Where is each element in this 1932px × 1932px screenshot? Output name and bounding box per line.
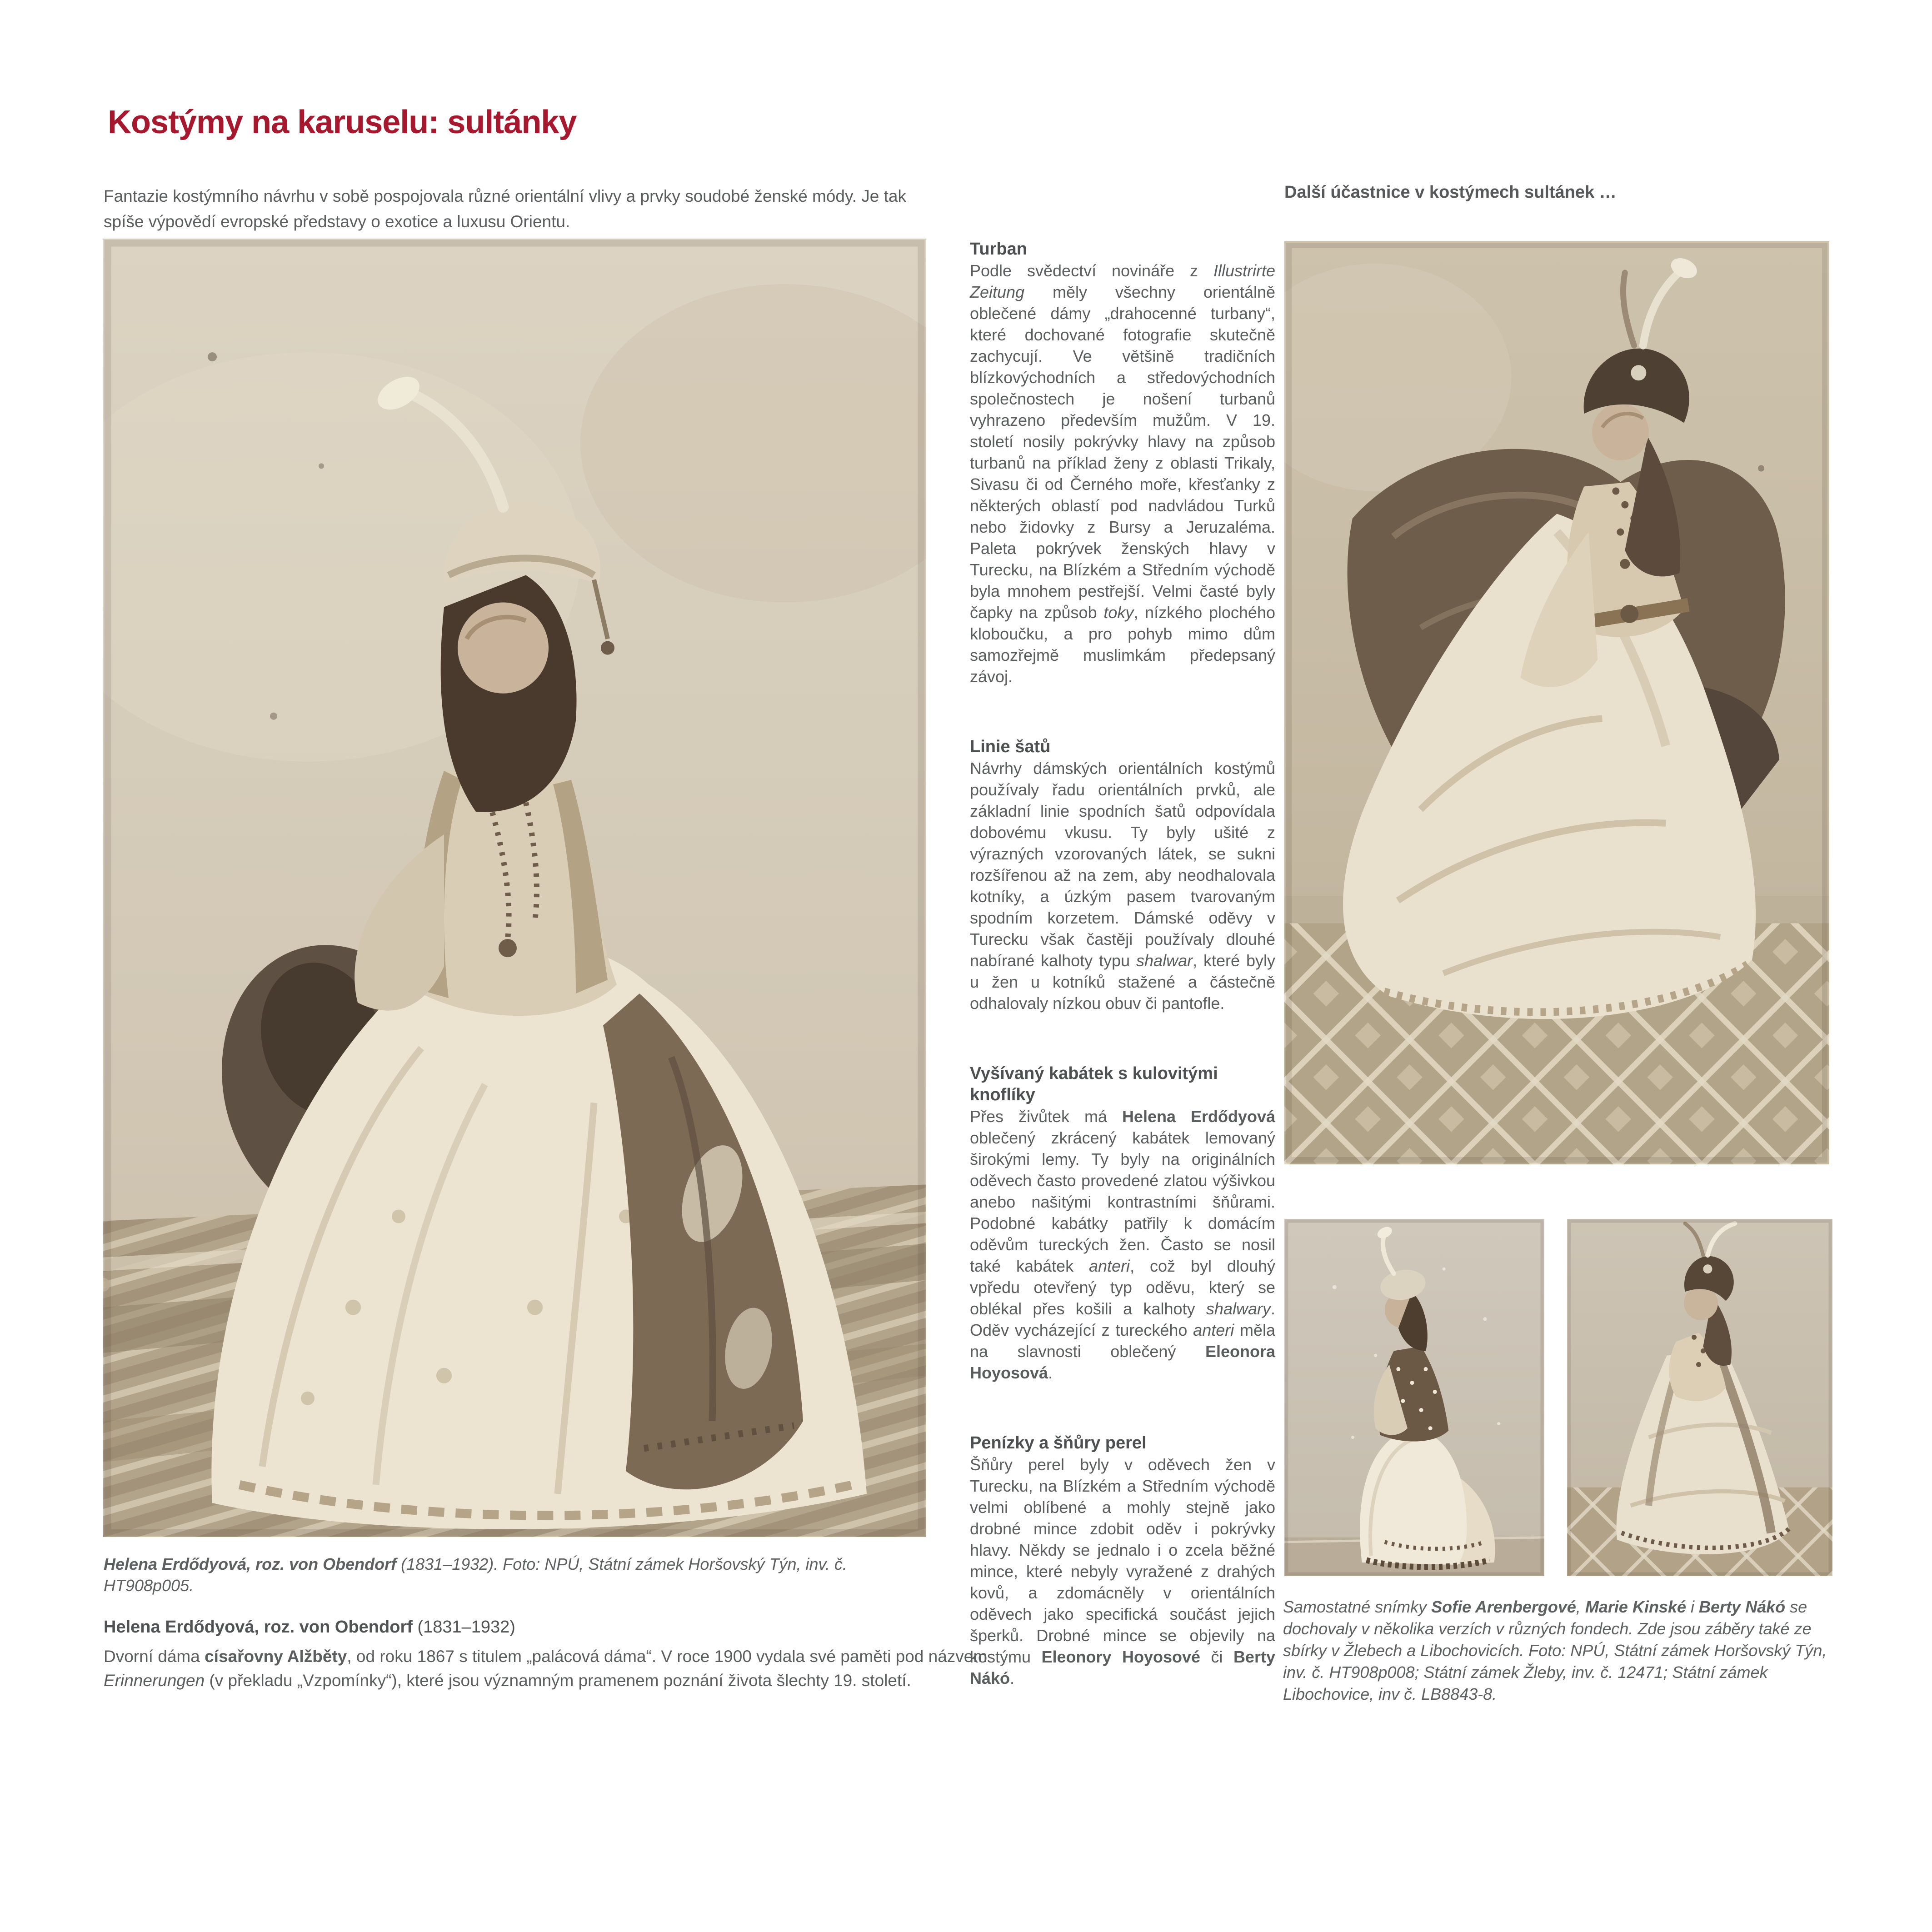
section-paragraph: Návrhy dámských orientálních kostýmů používaly řadu orientálních prvků, ale základní linie spodních šatů odpovídala dobovému vkusu. Ty byly ušité z výrazných vzorovaných látek, se sukni rozšířenou až na zem, aby neodhalovala kotníky, a úzkým pasem tvarovaným spodním korzetem. Dámské oděvy v Turecku však častěji používaly dlouhé nabírané kalhoty typu shalwar, které byly u žen u kotníků stažené a částečně odhalovaly nízkou obuv či pantofle. (970, 759, 1276, 1013)
photo-sultana-on-divan (1284, 241, 1829, 1164)
bio-text: Dvorní dáma císařovny Alžběty, od roku 1867 s titulem „palácová dáma“. V roce 1900 vydala své paměti pod názvem Erinnerungen (v překladu „Vzpomínky“), které jsou významným pramenem poznání života šlechty 19. století. (104, 1647, 988, 1690)
section-paragraph: Přes živůtek má Helena Erdődyová oblečený zkrácený kabátek lemovaný širokými lemy. Ty byly na originálních oděvech často provedené zlatou výšivkou anebo našitými kontrastními šňůrami. Podobné kabátky patřily k domácím oděvům tureckých žen. Často se nosil také kabátek anteri, což byl dlouhý vpředu otevřený typ oděvu, který se oblékal přes košili a kalhoty shalwary. Oděv vycházející z tureckého anteri měla na slavnosti oblečený Eleonora Hoyosová. (970, 1107, 1276, 1382)
article-section-penizky (970, 1433, 1275, 1689)
section-paragraph: Šňůry perel byly v oděvech žen v Turecku, na Blízkém a Středním východě velmi oblíbené a mohly stejně jako drobné mince zdobit oděv i pokrývky hlavy. Někdy se jednalo i o zcela běžné mince, které nebyly vyražené z drahých kovů, a zdomácněly v orientálních oděvech jako specifická součást jejich šperků. Drobné mince se objevily na kostýmu Eleonory Hoyosové či Berty Nákó. (970, 1455, 1275, 1687)
right-column-header: Další účastnice v kostýmech sultánek … (1284, 183, 1617, 202)
article-section-turban (970, 239, 1275, 687)
caption-left-photo: Helena Erdődyová, roz. von Obendorf (1831–1932). Foto: NPÚ, Státní zámek Horšovský Týn, inv. č. HT908p005. (104, 1555, 847, 1595)
caption-right-photos: Samostatné snímky Sofie Arenbergové, Marie Kinské i Berty Nákó se dochovaly v několika verzích v různých fondech. Zde jsou záběry také ze sbírky v Žlebech a Libochovicích. Foto: NPÚ, Státní zámek Horšovský Týn, inv. č. HT908p008; Státní zámek Žleby, inv. č. 12471; Státní zámek Libochovice, inv č. LB8843-8. (1283, 1598, 1827, 1703)
article-column (970, 239, 1275, 1689)
bio-heading: Helena Erdődyová, roz. von Obendorf (1831–1932) (104, 1617, 515, 1637)
section-heading: Turban (970, 240, 1027, 259)
page-title: Kostýmy na karuselu: sultánky (108, 104, 577, 140)
seated-sultana-illustration (103, 239, 926, 1537)
section-paragraph: Podle svědectví novináře z Illustrirte Zeitung měly všechny orientálně oblečené dámy „drahocenné turbany“, které dochované fotografie skutečně zachycují. Ve většině tradičních blízkovýchodních a středovýchodních společnostech je nošení turbanů vyhrazeno především mužům. V 19. století nosily pokrývky hlavy na způsob turbanů na příklad ženy z oblasti Trikaly, Sivasu či od Černého moře, křesťanky z některých oblastí pod nadvládou Turků nebo židovky z Bursy a Jeruzaléma. Paleta pokrývek ženských hlavy v Turecku, na Blízkém a Středním východě byla mnohem pestřejší. Velmi časté byly čapky na způsob toky, nízkého plochého kloboučku, a pro pohyb mimo dům samozřejmě muslimkám předepsaný závoj. (970, 261, 1275, 686)
article-section-linie-satu (970, 736, 1275, 1014)
photo-sofie-arenbergova (1284, 1219, 1544, 1576)
section-heading: Linie šatů (970, 737, 1051, 756)
photo-helena-erdodyova (103, 239, 926, 1537)
standing-sultana-illustration (1567, 1219, 1832, 1576)
standing-profile-illustration (1284, 1219, 1544, 1576)
article-section-kabatek (970, 1063, 1275, 1383)
section-heading: Vyšívaný kabátek s kulovitými knoflíky (970, 1064, 1218, 1104)
photo-berty-nako (1567, 1219, 1832, 1576)
section-heading: Penízky a šňůry perel (970, 1433, 1147, 1453)
divan-sultana-illustration (1284, 241, 1829, 1164)
intro-text: Fantazie kostýmního návrhu v sobě pospojovala různé orientální vlivy a prvky soudobé ženské módy. Je tak spíše výpovědí evropské představy o exotice a luxusu Orientu. (104, 187, 906, 231)
